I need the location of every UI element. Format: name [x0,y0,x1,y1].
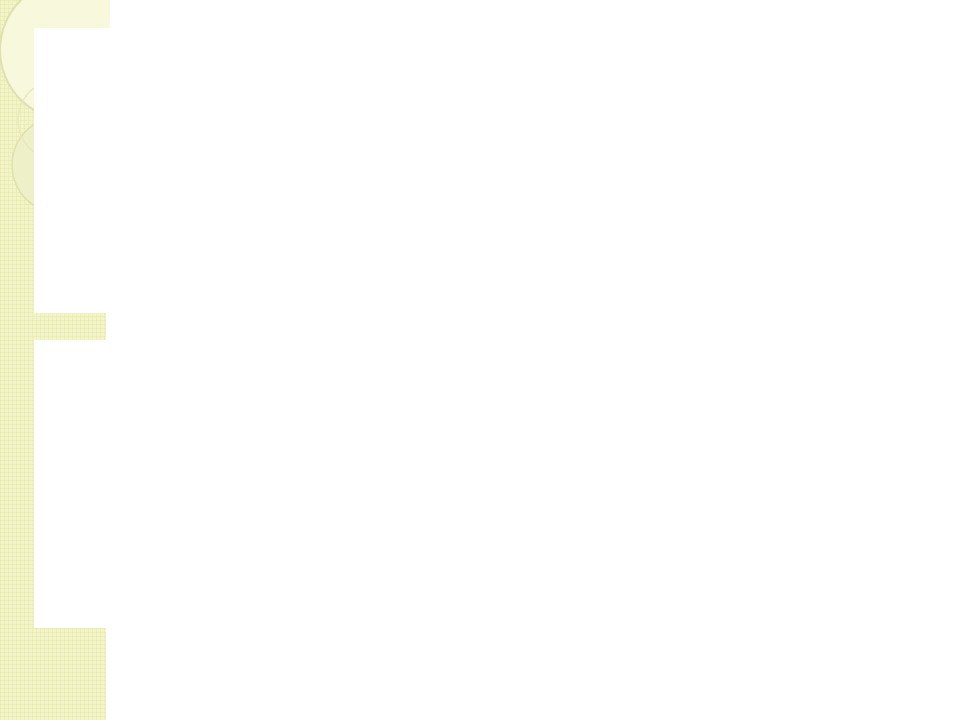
section-nav [0,641,960,713]
chart-cystoseira [34,340,624,628]
chart-caption [76,311,636,331]
chart-dictyota [34,28,624,313]
chart-dictyota-panel [34,28,624,313]
chart-cystoseira-panel [34,340,624,628]
